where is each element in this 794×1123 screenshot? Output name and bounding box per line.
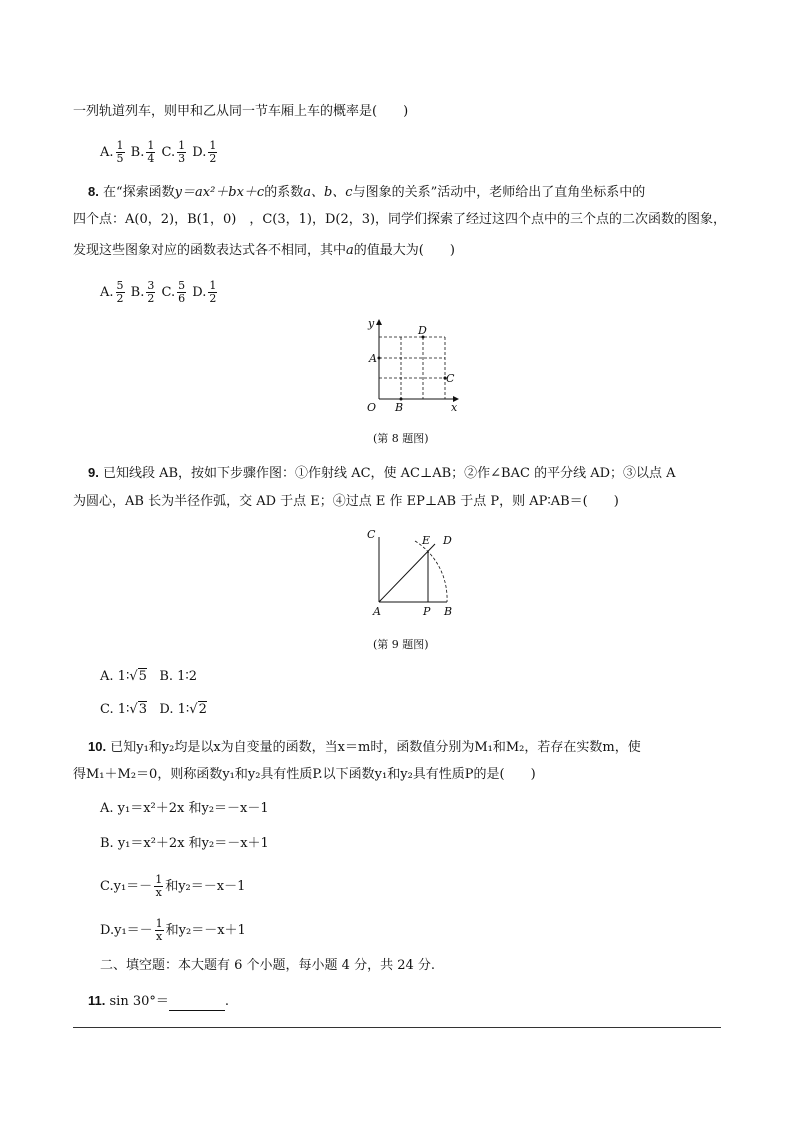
section-heading-fill-in: 二、填空题：本大题有 6 个小题，每小题 4 分，共 24 分. <box>100 958 436 973</box>
q9-figure <box>365 527 460 619</box>
q9-label-d: D <box>443 534 452 547</box>
q9-label-e: E <box>422 534 431 547</box>
page-bottom-rule <box>73 1027 721 1028</box>
q7-option-a: A. $\frac{1}{5}$ <box>100 139 124 165</box>
q11-stem: 11. sin 30°＝ . <box>88 993 230 1009</box>
q10-option-d: D.y₁＝－ $\frac{1}{x}$ 和y₂＝－x＋1 <box>100 917 246 943</box>
q9-stem-line1: 9. 已知线段 AB，按如下步骤作图：①作射线 AC，使 AC⊥AB；②作∠BAC 的平分线 AD；③以点 A <box>88 465 676 481</box>
q7-options <box>100 140 219 165</box>
q10-stem-line1: 10. 已知y₁和y₂均是以x为自变量的函数，当x＝m时，函数值分别为M₁和M₂，若存在实数m，使 <box>88 739 641 755</box>
q8-option-a: A. $\frac{5}{2}$ <box>100 279 124 305</box>
q7-option-c: C. $\frac{1}{3}$ <box>161 139 186 165</box>
q9-label-b: B <box>444 605 453 618</box>
q11-answer-blank[interactable] <box>169 996 225 1011</box>
q9-stem-line2: 为圆心，AB 长为半径作弧，交 AD 于点 E；④过点 E 作 EP⊥AB 于点 P，则 AP∶AB＝( ) <box>73 494 619 509</box>
q7-stem-tail: 一列轨道列车，则甲和乙从同一节车厢上车的概率是( ) <box>73 104 409 119</box>
q9-label-p: P <box>423 605 431 618</box>
q10-stem-line2: 得M₁＋M₂＝0，则称函数y₁和y₂具有性质P.以下函数y₁和y₂具有性质P的是( ) <box>73 767 536 782</box>
q9-option-d: D. 1∶√2 <box>159 702 207 717</box>
label-b: B <box>395 401 404 414</box>
q8-option-d: D. $\frac{1}{2}$ <box>192 279 217 305</box>
q8-stem-line2: 四个点：A(0，2)，B(1，0) ，C(3，1)，D(2，3)，同学们探索了经过这四个点中的三个点的二次函数的图象， <box>73 212 727 227</box>
q8-stem-line1: 8. 在“探索函数y＝ax²＋bx＋c的系数a、b、c与图象的关系”活动中，老师给出了直角坐标系中的 <box>88 184 646 200</box>
q10-option-a: A. y₁＝x²＋2x 和y₂＝－x－1 <box>100 801 269 816</box>
q9-options-row1 <box>100 668 197 686</box>
q8-option-b: B. $\frac{3}{2}$ <box>130 279 155 305</box>
q8-options <box>100 280 219 305</box>
label-c: C <box>446 372 455 385</box>
q9-option-a: A. 1∶√5 <box>100 669 147 684</box>
point-a <box>378 357 381 360</box>
q8-figure <box>355 315 465 417</box>
q9-options-row2 <box>100 701 207 719</box>
label-a: A <box>369 352 377 365</box>
q9-number: 9. <box>88 465 99 480</box>
q9-label-c: C <box>367 528 376 541</box>
q11-number: 11. <box>88 993 106 1008</box>
q8-stem-line3: 发现这些图象对应的函数表达式各不相同，其中a的值最大为( ) <box>73 243 455 258</box>
q10-option-b: B. y₁＝x²＋2x 和y₂＝－x＋1 <box>100 836 269 851</box>
label-d: D <box>418 324 427 337</box>
q9-label-a: A <box>373 605 381 618</box>
q9-option-c: C. 1∶√3 <box>100 702 147 717</box>
q8-option-c: C. $\frac{5}{6}$ <box>161 279 186 305</box>
q7-option-d: D. $\frac{1}{2}$ <box>192 139 217 165</box>
q9-option-b: B. 1∶2 <box>159 669 198 684</box>
q7-option-b: B. $\frac{1}{4}$ <box>130 139 155 165</box>
q9-caption: (第 9 题图) <box>373 638 429 651</box>
q8-number: 8. <box>88 184 99 199</box>
q8-caption: (第 8 题图) <box>373 432 429 445</box>
q10-option-c: C.y₁＝－ $\frac{1}{x}$ 和y₂＝－x－1 <box>100 873 246 899</box>
y-axis-label: y <box>368 317 375 330</box>
origin-label: O <box>367 401 377 414</box>
q10-number: 10. <box>88 739 107 754</box>
x-axis-label: x <box>451 401 458 414</box>
